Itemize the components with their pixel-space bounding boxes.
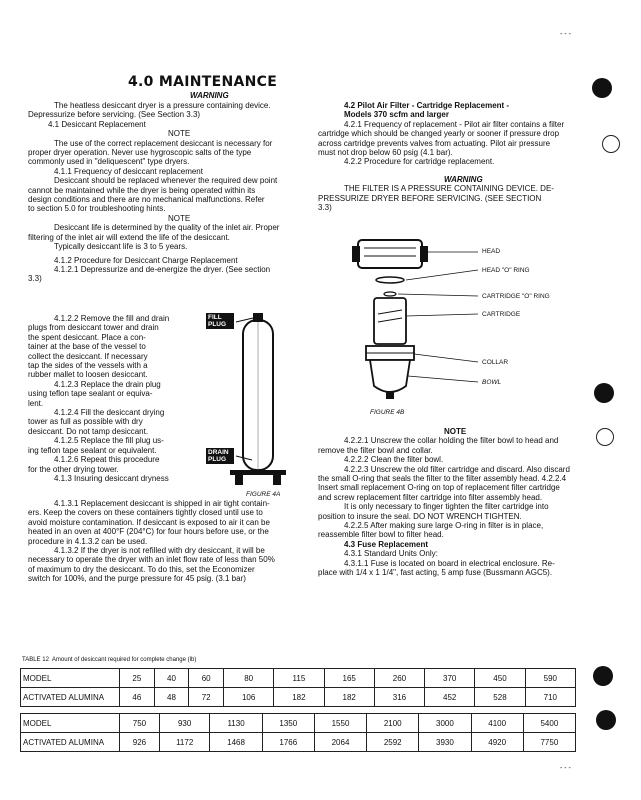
table-cell: 710 xyxy=(525,688,575,707)
text-line: 4.1.2.3 Replace the drain plug xyxy=(54,379,161,389)
note-heading: NOTE xyxy=(168,213,191,223)
note-heading: NOTE xyxy=(168,129,191,139)
text-line: using teflon tape sealant or equiva- xyxy=(28,389,153,399)
table-header-cell: MODEL xyxy=(21,714,120,733)
text-line: commonly used in "deliquescent" type dryers. xyxy=(28,157,190,167)
table-cell: 80 xyxy=(224,669,274,688)
section-heading: 4.2 Pilot Air Filter - Cartridge Replacement - xyxy=(344,101,510,110)
table-cell: 4100 xyxy=(471,714,523,733)
page-title: 4.0 MAINTENANCE xyxy=(128,74,278,90)
text-line: desiccant. Do not tamp desiccant. xyxy=(28,426,149,436)
text-line: 4.1.2.1 Depressurize and de-energize the dryer. (See section xyxy=(54,264,271,274)
text-line: 4.2.2 Procedure for cartridge replacement. xyxy=(344,157,495,167)
table-cell: 316 xyxy=(374,688,424,707)
table-cell: 590 xyxy=(525,669,575,688)
text-line: It is only necessary to finger tighten the filter cartridge into xyxy=(344,502,549,512)
table-cell: 926 xyxy=(120,733,160,752)
section-heading: Models 370 scfm and larger xyxy=(344,110,449,120)
head-o-ring xyxy=(376,277,404,283)
text-line: the small O-ring that seals the filter to the filter assembly head. 4.2.2.4 xyxy=(318,474,567,484)
figure-4a-tower xyxy=(200,300,310,500)
text-line: 4.2.1 Frequency of replacement - Pilot air filter contains a filter xyxy=(344,119,565,129)
fill-plug-cap xyxy=(253,313,263,322)
section-heading: 4.1.1 Frequency of desiccant replacement xyxy=(54,166,203,176)
text-line: 3.3) xyxy=(318,203,332,213)
label-head: HEAD xyxy=(482,248,501,255)
text-line: The heatless desiccant dryer is a pressure containing device. xyxy=(54,101,271,110)
text-line: switch for 100%, and the purge pressure for 45 psig. (3.1 bar) xyxy=(28,574,246,584)
table-cell: 528 xyxy=(475,688,525,707)
table-cell: 5400 xyxy=(523,714,575,733)
punch-hole xyxy=(596,710,616,730)
punch-hole xyxy=(596,428,614,446)
filter-head xyxy=(358,240,422,268)
text-line: 4.2.2.2 Clean the filter bowl. xyxy=(344,455,444,465)
text-line: and screw replacement filter cartridge into filter assembly head. xyxy=(318,492,543,502)
table-cell: 452 xyxy=(425,688,475,707)
table-cell: 1350 xyxy=(262,714,314,733)
text-line: ing teflon tape sealant or equivalent. xyxy=(28,445,157,455)
text-line: 4.1.2.2 Remove the fill and drain xyxy=(54,314,170,323)
text-line: proper dryer operation. Never use hygroscopic salts of the type xyxy=(28,148,252,158)
table-cell: 1468 xyxy=(210,733,262,752)
desiccant-table-row1 xyxy=(20,668,576,707)
text-line: heated in an oven at 400°F (204°C) for four hours before use, or the xyxy=(28,527,269,537)
corner-mark: - - - xyxy=(560,31,571,38)
table-cell: 72 xyxy=(189,688,224,707)
punch-hole xyxy=(592,78,612,98)
text-line: tap the sides of the vessels with a xyxy=(28,361,148,371)
text-line: place with 1/4 x 1 1/4", fast acting, 5 amp fuse (Bussmann AGC5). xyxy=(318,568,553,578)
text-line: plugs from desiccant tower and drain xyxy=(28,323,159,333)
label-cartridge: CARTRIDGE xyxy=(482,311,521,318)
punch-hole xyxy=(594,383,614,403)
table-row xyxy=(21,714,576,733)
text-line: lent. xyxy=(28,398,44,408)
text-line: ers. Keep the covers on these containers tightly closed until use to xyxy=(28,508,263,518)
text-line: 4.1.3.2 If the dryer is not refilled with dry desiccant, it will be xyxy=(54,546,265,556)
punch-hole xyxy=(602,135,620,153)
label-bowl: BOWL xyxy=(482,379,502,386)
right-column-bottom xyxy=(318,427,570,578)
table-cell: 182 xyxy=(274,688,324,707)
text-line: 4.2.2.1 Unscrew the collar holding the filter bowl to head and xyxy=(344,436,559,446)
right-column-top xyxy=(318,101,564,212)
table-cell: 2064 xyxy=(314,733,366,752)
text-line: rubber mallet to loosen desiccant. xyxy=(28,370,148,380)
desiccant-table-row2 xyxy=(20,713,576,752)
section-heading: 4.1 Desiccant Replacement xyxy=(48,119,146,129)
text-line: tower as full as possible with dry xyxy=(28,417,143,427)
table-row xyxy=(21,669,576,688)
table-cell: 930 xyxy=(159,714,210,733)
table-cell: 48 xyxy=(154,688,189,707)
figure-4b-caption: FIGURE 4B xyxy=(370,409,405,416)
text-line: 4.2.2.3 Unscrew the old filter cartridge and discard. Also discard xyxy=(344,464,570,474)
table-cell: 182 xyxy=(324,688,374,707)
table-cell: 450 xyxy=(475,669,525,688)
text-line: reassemble filter bowl to filter head. xyxy=(318,530,444,540)
filter-cartridge xyxy=(374,298,406,344)
table-cell: 165 xyxy=(324,669,374,688)
text-line: across cartridge prevents valves from actuating. Pilot air pressure xyxy=(318,138,551,148)
section-heading: 4.1.2 Procedure for Desiccant Charge Replacement xyxy=(54,255,238,265)
table-cell: 1766 xyxy=(262,733,314,752)
label-cartridge-o-ring: CARTRIDGE "O" RING xyxy=(482,293,550,300)
punch-hole xyxy=(593,666,613,686)
text-line: for the other drying tower. xyxy=(28,464,119,474)
table-cell: 1172 xyxy=(159,733,210,752)
tower-base xyxy=(230,470,286,475)
figure-4a-caption: FIGURE 4A xyxy=(246,491,281,498)
text-line: THE FILTER IS A PRESSURE CONTAINING DEVICE. DE- xyxy=(344,184,554,194)
section-heading: 4.3 Fuse Replacement xyxy=(344,539,429,549)
text-line: to section 5.0 for troubleshooting hints. xyxy=(28,204,166,214)
text-line: Depressurize before servicing. (See Section 3.3) xyxy=(28,110,201,120)
table-cell: 40 xyxy=(154,669,189,688)
label-head-o-ring: HEAD "O" RING xyxy=(482,267,530,274)
text-line: PRESSURIZE DRYER BEFORE SERVICING. (SEE SECTION xyxy=(318,193,542,203)
warning-heading: WARNING xyxy=(190,91,229,100)
table-cell: 1130 xyxy=(210,714,262,733)
text-line: tainer at the base of the vessel to xyxy=(28,342,146,352)
text-line: 4.1.2.4 Fill the desiccant drying xyxy=(54,408,165,418)
table-cell: 2100 xyxy=(367,714,419,733)
text-line: 4.3.1 Standard Units Only: xyxy=(344,549,438,559)
text-line: 4.1.3.1 Replacement desiccant is shipped in air tight contain- xyxy=(54,499,270,508)
label-collar: COLLAR xyxy=(482,359,509,366)
table-header-cell: MODEL xyxy=(21,669,120,688)
table-row xyxy=(21,733,576,752)
warning-heading: WARNING xyxy=(444,174,483,184)
figure-4b-filter xyxy=(350,236,480,408)
text-line: Insert small replacement O-ring on top of replacement filter cartridge xyxy=(318,483,560,493)
table-cell: 370 xyxy=(425,669,475,688)
text-line: 4.1.2.5 Replace the fill plug us- xyxy=(54,436,164,446)
text-line: The use of the correct replacement desiccant is necessary for xyxy=(54,138,273,148)
text-line: 4.2.2.5 After making sure large O-ring in filter is in place, xyxy=(344,521,544,531)
drain-plug-label: DRAIN PLUG xyxy=(206,448,234,464)
cartridge-o-ring xyxy=(384,292,396,296)
left-column-narrow xyxy=(28,314,169,483)
text-line: design conditions and there are no mechanical malfunctions. Refer xyxy=(28,195,265,205)
table-cell: 4920 xyxy=(471,733,523,752)
text-line: of maximum to dry the desiccant. To do this, set the Economizer xyxy=(28,564,255,574)
left-column-top xyxy=(28,101,279,284)
table-cell: 7750 xyxy=(523,733,575,752)
text-line: must not drop below 60 psig (4.1 bar). xyxy=(318,148,453,158)
table-cell: 750 xyxy=(120,714,160,733)
text-line: cannot be maintained while the dryer is being operated within its xyxy=(28,185,256,195)
table-cell: 115 xyxy=(274,669,324,688)
text-line: the spent desiccant. Place a con- xyxy=(28,332,146,342)
table-cell: 106 xyxy=(224,688,274,707)
text-line: necessary to operate the dryer with an inlet flow rate of less than 50% xyxy=(28,555,275,565)
section-heading: 4.1.3 Insuring desiccant dryness xyxy=(54,473,169,483)
text-line: filtering of the inlet air will extend the life of the desiccant. xyxy=(28,232,230,242)
note-heading: NOTE xyxy=(444,427,467,436)
text-line: cartridge which should be changed yearly or sooner if pressure drop xyxy=(318,129,560,139)
text-line: remove the filter bowl and collar. xyxy=(318,445,433,455)
text-line: 3.3) xyxy=(28,274,42,284)
table-cell: 3930 xyxy=(419,733,471,752)
table-cell: 3000 xyxy=(419,714,471,733)
text-line: 4.1.2.6 Repeat this procedure xyxy=(54,455,160,465)
table-row xyxy=(21,688,576,707)
table-cell: 46 xyxy=(120,688,155,707)
text-line: Typically desiccant life is 3 to 5 years. xyxy=(54,242,188,252)
text-line: avoid moisture contamination. If desiccant is exposed to air it can be xyxy=(28,517,270,527)
table-header-cell: ACTIVATED ALUMINA xyxy=(21,688,120,707)
table-cell: 25 xyxy=(120,669,155,688)
table-cell: 2592 xyxy=(367,733,419,752)
table-cell: 260 xyxy=(374,669,424,688)
text-line: procedure in 4.1.3.2 can be used. xyxy=(28,536,148,546)
table-cell: 1550 xyxy=(314,714,366,733)
text-line: position to insure the seal. DO NOT WRENCH TIGHTEN. xyxy=(318,511,522,521)
text-line: collect the desiccant. If necessary xyxy=(28,351,148,361)
table-header-cell: ACTIVATED ALUMINA xyxy=(21,733,120,752)
text-line: 4.3.1.1 Fuse is located on board in electrical enclosure. Re- xyxy=(344,558,555,568)
left-column-bottom xyxy=(28,499,275,584)
table-cell: 60 xyxy=(189,669,224,688)
filter-bowl xyxy=(370,360,410,392)
text-line: Desiccant should be replaced whenever the required dew point xyxy=(54,176,278,186)
fill-plug-label: FILL PLUG xyxy=(206,313,234,329)
text-line: Desiccant life is determined by the quality of the inlet air. Proper xyxy=(54,223,280,233)
table-caption: TABLE 12 Amount of desiccant required for complete change (lb) xyxy=(22,657,197,663)
footer-mark: - - - xyxy=(560,765,571,772)
